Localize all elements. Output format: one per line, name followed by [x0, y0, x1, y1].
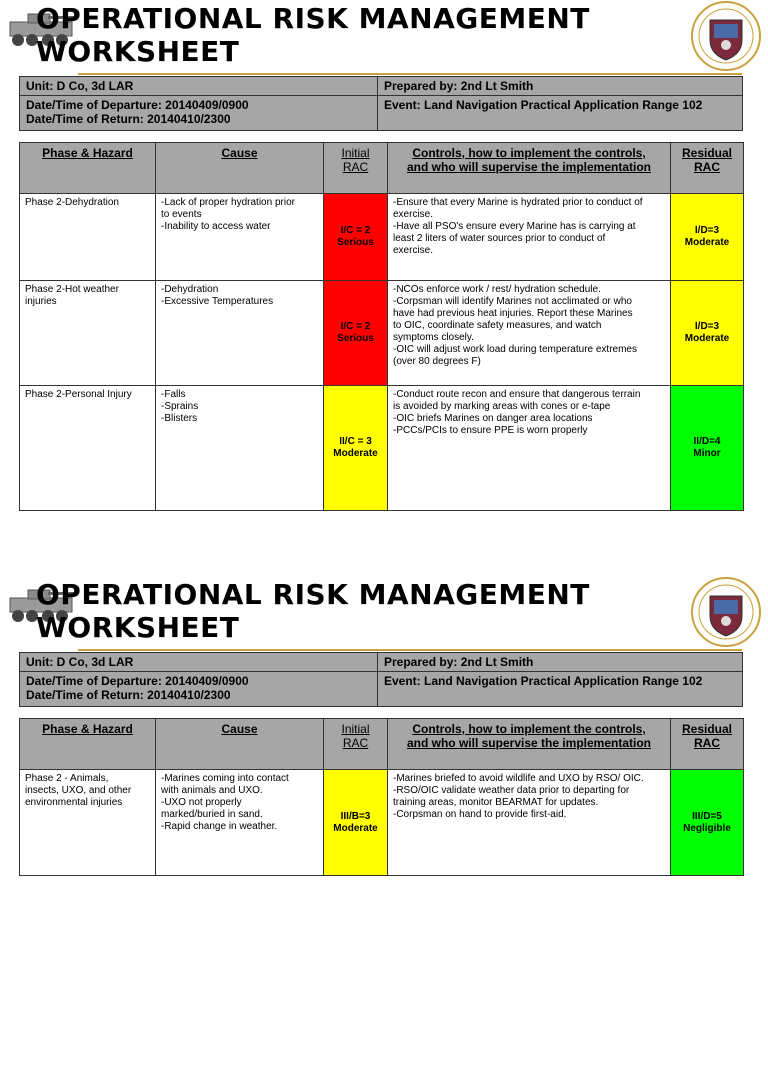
cause-cell: -Marines coming into contact with animals and UXO. -UXO not properly marked/buried in sand. -Rapid change in weather. [156, 770, 324, 876]
unit-seal-icon [690, 576, 762, 648]
table-row [20, 194, 744, 281]
phase-cell: Phase 2-Dehydration [20, 194, 156, 281]
title-rule [78, 649, 742, 651]
residual-rac-badge: I/D=3 Moderate [671, 281, 744, 386]
table-row [20, 281, 744, 386]
unit-field: Unit: D Co, 3d LAR [20, 77, 378, 96]
controls-cell: -NCOs enforce work / rest/ hydration schedule. -Corpsman will identify Marines not acclimated or who have had previous heat injuries. Report these Marines to OIC, coordinate safety measures, and watch symptoms closely. -OIC will adjust work load during temperature extremes (over 80 degrees F) [388, 281, 671, 386]
cause-cell: -Falls -Sprains -Blisters [156, 386, 324, 511]
dates-field [20, 96, 378, 131]
header-info-table [19, 76, 743, 131]
return-field: Date/Time of Return: 20140410/2300 [26, 688, 231, 702]
header-info-table [19, 652, 743, 707]
prepared-by-field: Prepared by: 2nd Lt Smith [378, 77, 743, 96]
controls-cell: -Ensure that every Marine is hydrated prior to conduct of exercise. -Have all PSO's ensure every Marine has is carrying at least 2 liters of water sources prior to conduct of exercise. [388, 194, 671, 281]
col-phase-hazard: Phase & Hazard [20, 143, 156, 194]
departure-field: Date/Time of Departure: 20140409/0900 [26, 98, 249, 112]
controls-cell: -Conduct route recon and ensure that dangerous terrain is avoided by marking areas with cones or e-tape -OIC briefs Marines on danger area locations -PCCs/PCIs to ensure PPE is worn properly [388, 386, 671, 511]
initial-rac-badge: I/C = 2 Serious [324, 281, 388, 386]
dates-field [20, 672, 378, 707]
col-cause: Cause [156, 719, 324, 770]
phase-cell: Phase 2 - Animals, insects, UXO, and other environmental injuries [20, 770, 156, 876]
col-cause: Cause [156, 143, 324, 194]
phase-cell: Phase 2-Hot weather injuries [20, 281, 156, 386]
risk-table [19, 718, 744, 876]
cause-cell: -Dehydration -Excessive Temperatures [156, 281, 324, 386]
col-controls: Controls, how to implement the controls, and who will supervise the implementation [388, 719, 671, 770]
worksheet-2 [0, 576, 768, 1088]
departure-field: Date/Time of Departure: 20140409/0900 [26, 674, 249, 688]
event-field: Event: Land Navigation Practical Application Range 102 [378, 672, 743, 707]
initial-rac-badge: I/C = 2 Serious [324, 194, 388, 281]
return-field: Date/Time of Return: 20140410/2300 [26, 112, 231, 126]
col-phase-hazard: Phase & Hazard [20, 719, 156, 770]
event-field: Event: Land Navigation Practical Application Range 102 [378, 96, 743, 131]
risk-table-header [20, 143, 744, 194]
controls-cell: -Marines briefed to avoid wildlife and UXO by RSO/ OIC. -RSO/OIC validate weather data prior to departing for training areas, monitor BEARMAT for updates. -Corpsman on hand to provide first-aid. [388, 770, 671, 876]
residual-rac-badge: I/D=3 Moderate [671, 194, 744, 281]
col-residual-rac: Residual RAC [671, 719, 744, 770]
initial-rac-badge: III/B=3 Moderate [324, 770, 388, 876]
col-initial-rac: Initial RAC [324, 143, 388, 194]
residual-rac-badge: III/D=5 Negligible [671, 770, 744, 876]
col-initial-rac: Initial RAC [324, 719, 388, 770]
unit-field: Unit: D Co, 3d LAR [20, 653, 378, 672]
table-row [20, 386, 744, 511]
residual-rac-badge: II/D=4 Minor [671, 386, 744, 511]
page-title: OPERATIONAL RISK MANAGEMENT WORKSHEET [36, 578, 590, 644]
worksheet-1 [0, 0, 768, 512]
risk-table [19, 142, 744, 511]
page-title: OPERATIONAL RISK MANAGEMENT WORKSHEET [36, 2, 590, 68]
col-controls: Controls, how to implement the controls, and who will supervise the implementation [388, 143, 671, 194]
initial-rac-badge: II/C = 3 Moderate [324, 386, 388, 511]
col-residual-rac: Residual RAC [671, 143, 744, 194]
table-row [20, 770, 744, 876]
unit-seal-icon [690, 0, 762, 72]
risk-table-header [20, 719, 744, 770]
cause-cell: -Lack of proper hydration prior to events -Inability to access water [156, 194, 324, 281]
prepared-by-field: Prepared by: 2nd Lt Smith [378, 653, 743, 672]
title-rule [78, 73, 742, 75]
phase-cell: Phase 2-Personal Injury [20, 386, 156, 511]
